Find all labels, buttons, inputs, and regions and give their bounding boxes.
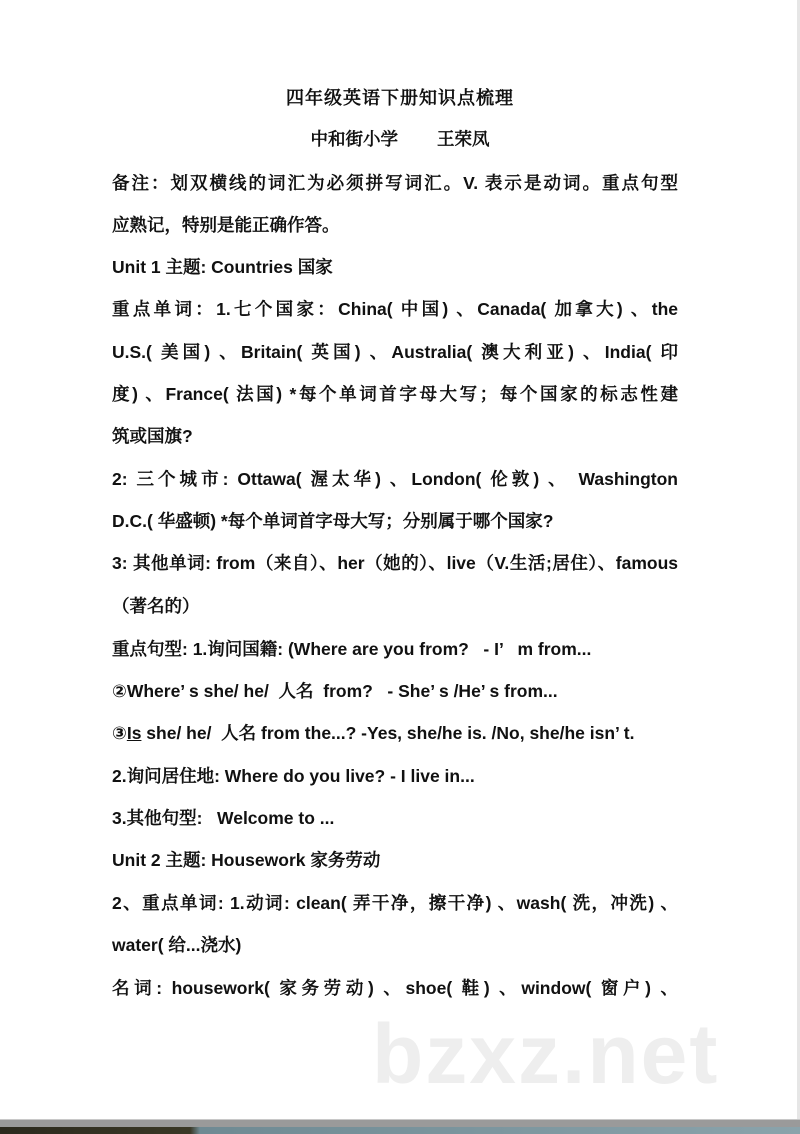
text-line: 3.其他句型: Welcome to ...: [112, 808, 335, 828]
text-rest: she/ he/ 人名 from the...? -Yes, she/he is. /No, she/he isn’ t.: [141, 723, 635, 743]
text-line: [112, 721, 678, 745]
text-line: 度) 、France( 法国) *每个单词首字母大写；每个国家的标志性建: [112, 384, 678, 404]
underlined-word: Is: [126, 723, 142, 743]
text-line: 应熟记，特别是能正确作答。: [112, 215, 340, 235]
text-line: 重点句型: 1.询问国籍: (Where are you from? - I’ m from...: [112, 639, 592, 659]
document-author: 中和街小学 王荣凤: [310, 129, 490, 149]
circled-number: ③: [112, 723, 127, 743]
text-line: 重点单词：1.七个国家：China( 中国) 、Canada( 加拿大) 、the: [112, 299, 678, 319]
text-line: 名词: housework( 家务劳动) 、shoe( 鞋) 、window( 窗户) 、: [112, 978, 678, 998]
text-line: 3: 其他单词: from（来自）、her（她的）、live（V.生活;居住）、famous: [112, 553, 678, 573]
horizontal-scrollbar[interactable]: [0, 1119, 800, 1127]
text-line: （著名的）: [112, 596, 200, 616]
bottom-strip: [0, 1127, 800, 1134]
text-line: 2: 三个城市: Ottawa( 渥太华) 、London( 伦敦) 、 Washington: [112, 469, 678, 489]
unit-heading: Unit 2 主题: Housework 家务劳动: [112, 850, 381, 870]
text-line: 筑或国旗?: [112, 426, 193, 446]
text-line: 2、重点单词: 1.动词: clean( 弄干净，擦干净) 、wash( 洗，冲洗) 、: [112, 893, 678, 913]
text-line: water( 给...浇水): [112, 935, 242, 955]
text-line: U.S.( 美国) 、Britain( 英国) 、Australia( 澳大利亚) 、India( 印: [112, 342, 678, 362]
text-line: D.C.( 华盛顿) *每个单词首字母大写；分别属于哪个国家?: [112, 511, 554, 531]
unit-heading: Unit 1 主题: Countries 国家: [112, 257, 333, 277]
document-title: 四年级英语下册知识点梳理: [286, 88, 514, 108]
text-line: ②Where’ s she/ he/ 人名 from? - She’ s /He’ s from...: [112, 681, 558, 701]
watermark: bzxz.net: [372, 1007, 720, 1101]
text-line: 备注：划双横线的词汇为必须拼写词汇。V. 表示是动词。重点句型: [112, 173, 678, 193]
text-line: 2.询问居住地: Where do you live? - I live in...: [112, 766, 475, 786]
